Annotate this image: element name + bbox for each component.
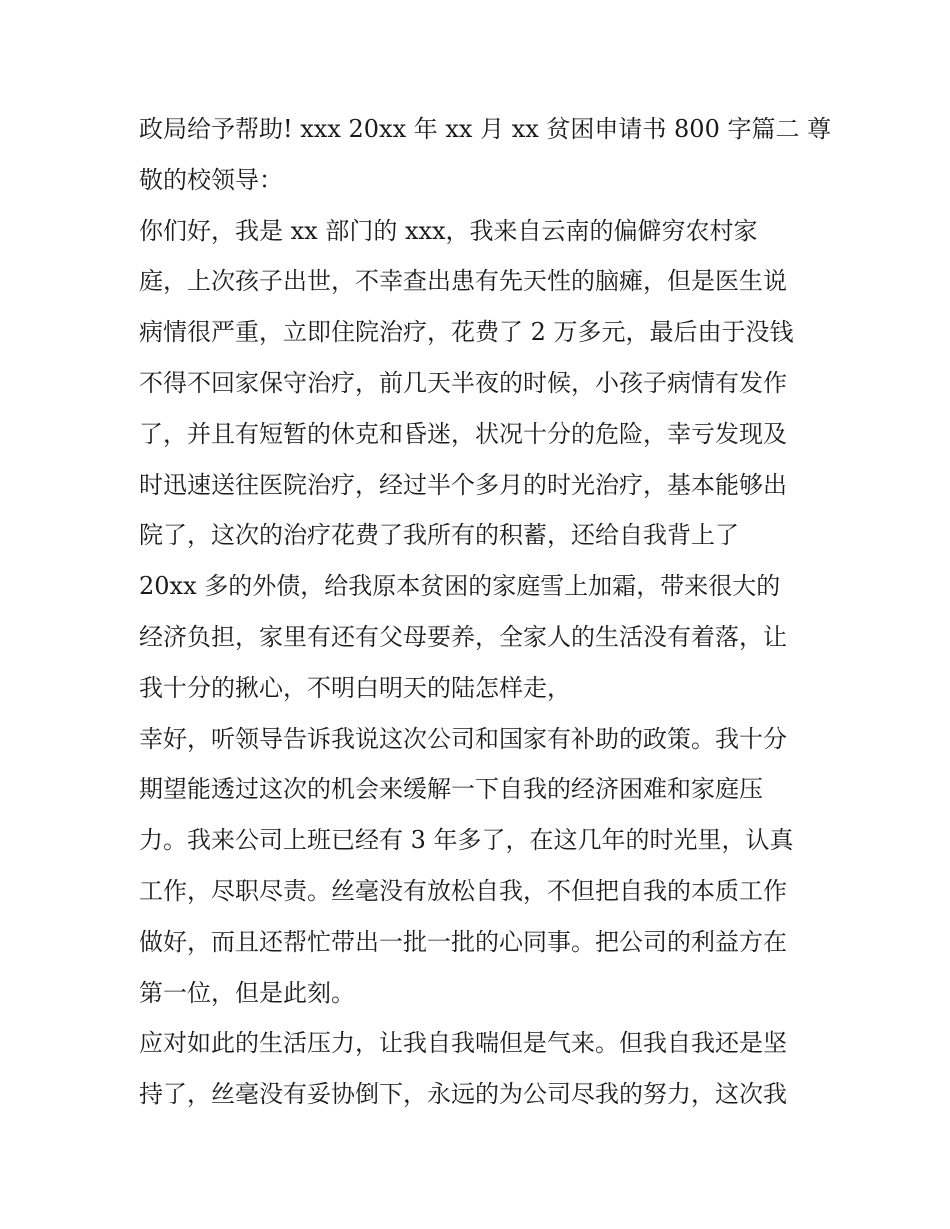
text-line: 院了，这次的治疗花费了我所有的积蓄，还给自我背上了	[139, 521, 739, 550]
text-line: 经济负担，家里有还有父母要养，全家人的生活没有着落，让	[139, 622, 787, 651]
text-line: 工作，尽职尽责。丝毫没有放松自我，不但把自我的本质工作	[139, 876, 787, 905]
text-line: 力。我来公司上班已经有 3 年多了，在这几年的时光里，认真	[139, 826, 794, 855]
text-line: 做好，而且还帮忙带出一批一批的心同事。把公司的利益方在	[139, 927, 787, 956]
text-line: 应对如此的生活压力，让我自我喘但是气来。但我自我还是坚	[139, 1029, 787, 1058]
text-line: 了，并且有短暂的休克和昏迷，状况十分的危险，幸亏发现及	[139, 419, 787, 448]
text-line: 病情很严重，立即住院治疗，花费了 2 万多元，最后由于没钱	[139, 318, 794, 347]
text-line: 不得不回家保守治疗，前几天半夜的时候，小孩子病情有发作	[139, 368, 787, 397]
text-line: 20xx 多的外债，给我原本贫困的家庭雪上加霜，带来很大的	[139, 572, 781, 601]
text-line: 政局给予帮助! xxx 20xx 年 xx 月 xx 贫困申请书 800 字篇二 尊	[139, 115, 832, 143]
text-line: 幸好，听领导告诉我说这次公司和国家有补助的政策。我十分	[139, 724, 787, 753]
text-line: 持了，丝毫没有妥协倒下，永远的为公司尽我的努力，这次我	[139, 1080, 787, 1109]
text-line: 你们好，我是 xx 部门的 xxx，我来自云南的偏僻穷农村家	[139, 216, 758, 245]
document-body	[139, 104, 832, 1120]
text-line: 时迅速送往医院治疗，经过半个多月的时光治疗，基本能够出	[139, 470, 787, 499]
text-line: 期望能透过这次的机会来缓解一下自我的经济困难和家庭压	[139, 775, 763, 804]
text-line: 庭，上次孩子出世，不幸查出患有先天性的脑瘫，但是医生说	[139, 267, 787, 296]
text-line: 敬的校领导：	[139, 165, 283, 194]
text-line: 我十分的揪心，不明白明天的陆怎样走，	[139, 673, 571, 702]
text-line: 第一位，但是此刻。	[139, 978, 355, 1007]
